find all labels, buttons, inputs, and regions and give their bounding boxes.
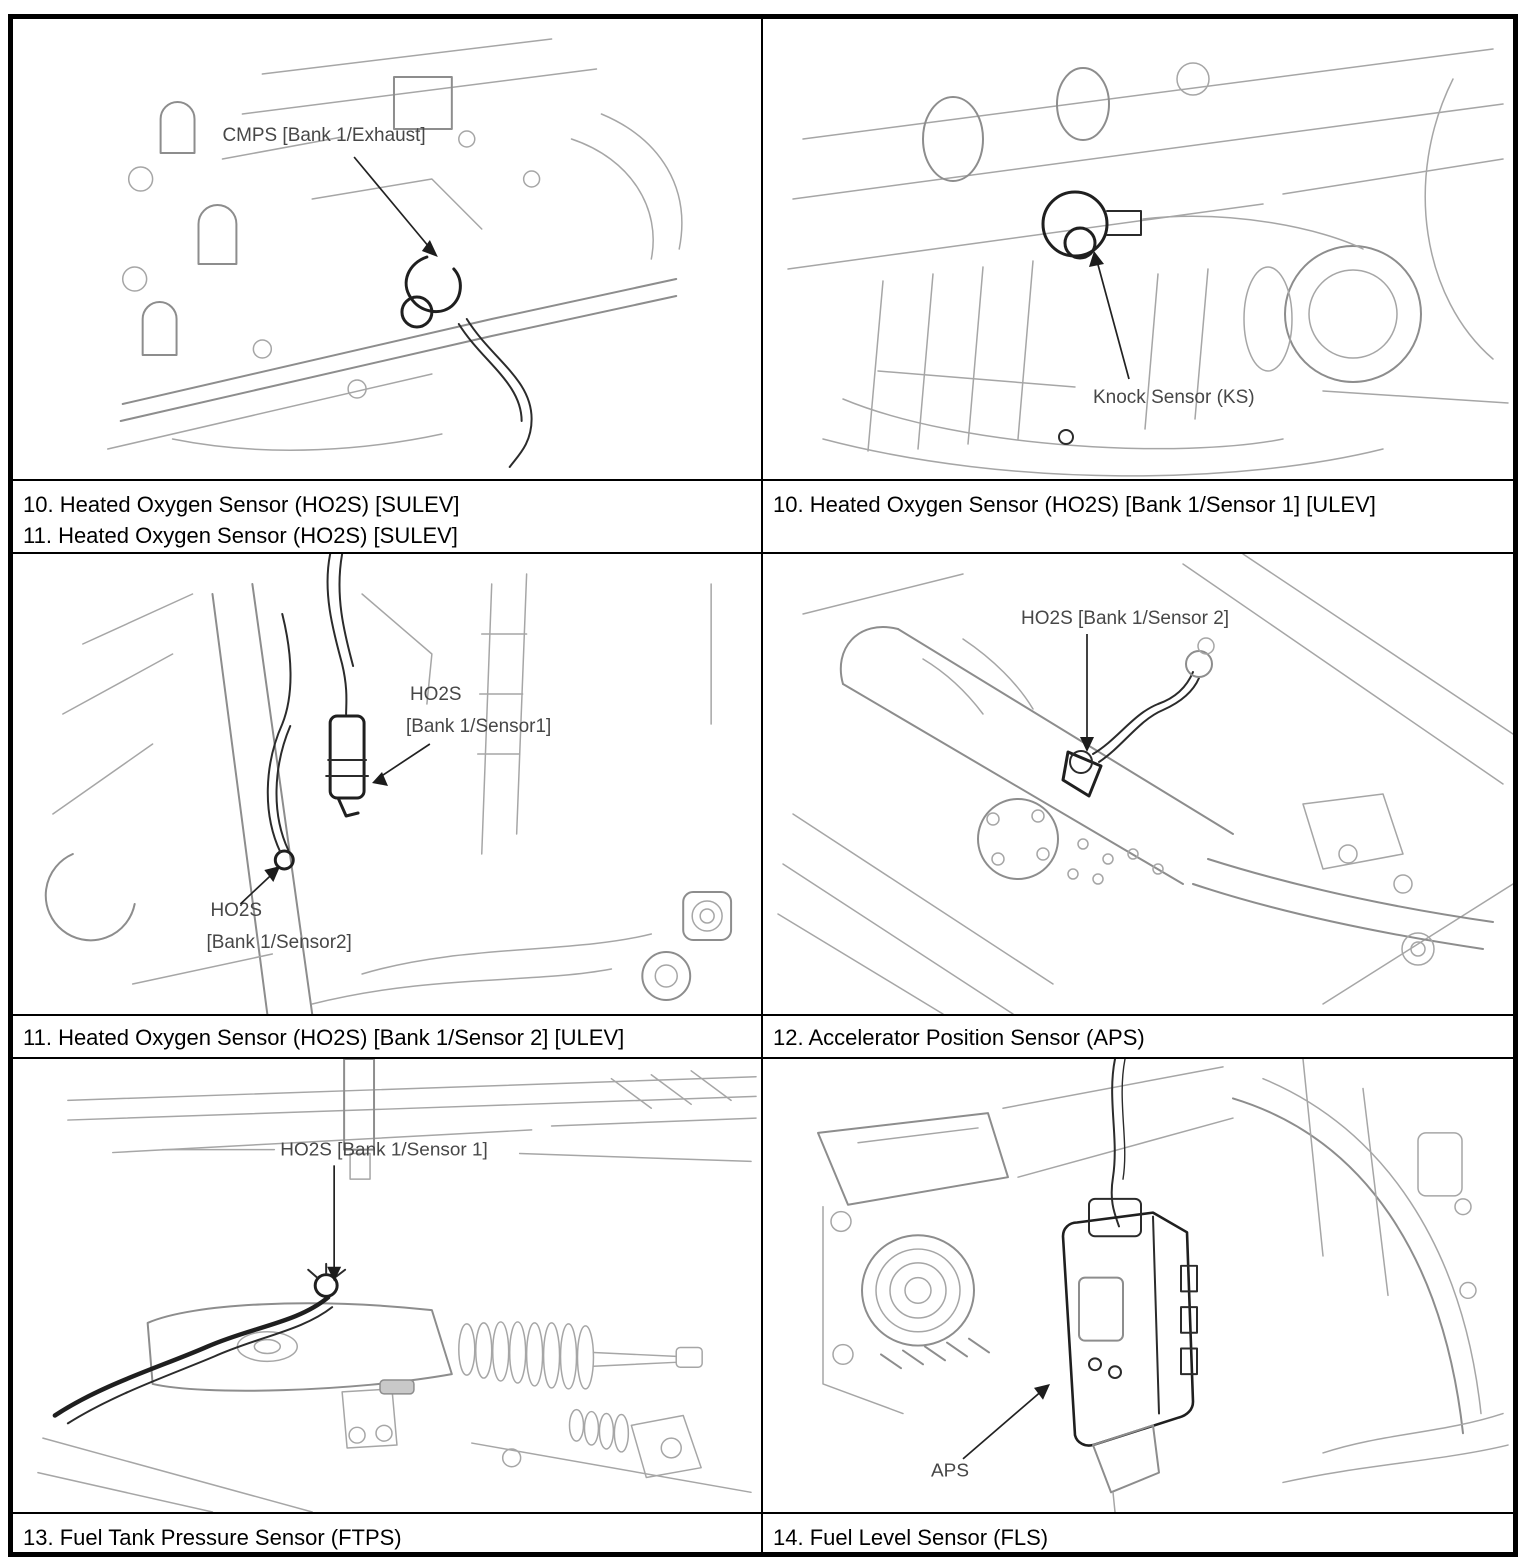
sensor-cable [55,1297,328,1415]
sensor-cable [328,554,347,714]
engine-line [803,49,1493,139]
module-cable [1112,1059,1119,1226]
knock-sensor-highlight [1065,228,1095,258]
hose-line [601,114,681,249]
boot-rib [493,1322,509,1381]
boot-rib [561,1324,577,1389]
rail-line [123,279,677,404]
flange [655,965,677,987]
bolt [700,909,714,923]
wheel-arch [1233,1098,1463,1433]
pipe-line [1208,859,1493,922]
callout-label: Knock Sensor (KS) [1093,387,1255,408]
bolt [661,1438,681,1458]
body-line [1183,564,1503,784]
converter-end [841,627,898,684]
boot-rib [459,1324,475,1375]
body-line [1283,1445,1508,1482]
bracket-plate [818,1113,1008,1205]
bolt [459,131,475,147]
caption-line: 14. Fuel Level Sensor (FLS) [773,1525,1049,1550]
callout-label: HO2S [Bank 1/Sensor 1] [280,1138,488,1160]
bolt [1032,810,1044,822]
body-line [803,574,963,614]
ignition-coil [143,302,177,355]
engine-opening [923,97,983,181]
sensor-cable [1099,678,1199,762]
diagram-cell-fls [763,1057,1513,1512]
bolt [987,813,999,825]
engine-opening [1177,63,1209,95]
bracket [344,1059,374,1150]
caption-aps [763,1014,1513,1057]
body-rail [68,1077,756,1101]
boot-rib [584,1412,598,1445]
sensor-cable [339,554,353,666]
bolt [524,171,540,187]
bolt [503,1449,521,1467]
body-line [1243,554,1513,734]
shield-dot [1078,839,1088,849]
bracket [631,1415,701,1477]
leader-line [354,157,430,248]
cable-clamp [380,1380,414,1394]
bolt [253,340,271,358]
diagram-cell-knock-sensor [763,19,1513,479]
shield-dot [1068,869,1078,879]
module-foot [1113,1492,1115,1512]
hose-line [46,854,135,940]
module-cable [1122,1059,1125,1179]
diagram-cell-ho2s-sulev [13,552,763,1014]
tie-rod [593,1352,676,1366]
sensor-cable [68,1307,332,1423]
body-line [1323,884,1513,1004]
bolt [376,1425,392,1441]
component-location-table [8,14,1518,1557]
harness-line [1143,216,1363,249]
round-connector [876,1249,960,1332]
cmps-sensor-highlight [406,257,460,312]
guide-line [520,1154,751,1162]
body-line [1303,1059,1323,1256]
bolt [1455,1199,1471,1215]
engine-line [793,104,1503,199]
body-rail [552,1118,756,1126]
flange [978,799,1058,879]
cmps-sensor-highlight [402,297,432,327]
rib-line [968,267,983,444]
bolt [692,901,722,931]
bolt [1339,845,1357,863]
converter-line [843,684,1183,884]
bolt [1394,875,1412,893]
round-connector [890,1263,946,1318]
bracket-plate [823,1207,903,1414]
engine-line [262,39,551,74]
sensor-cable [467,319,532,467]
bolt [123,267,147,291]
leader-line [963,1390,1043,1459]
callout-label: [Bank 1/Sensor2] [206,931,352,954]
module-detail [1109,1366,1121,1378]
connector [1186,651,1212,677]
round-connector [862,1235,974,1345]
round-connector [905,1278,931,1304]
caption-ho2s-bank1-sensor2-ulev [13,1014,763,1057]
module-tab [1181,1349,1197,1375]
diagram-cell-ftps [13,1057,763,1512]
callout-label: APS [931,1459,970,1481]
bolt [129,167,153,191]
body-line [783,864,1013,1014]
guide-line [878,371,1075,387]
engine-line [312,179,482,229]
boot-rib [577,1326,593,1389]
bolt [1037,848,1049,860]
boot-rib [544,1323,560,1388]
engine-line [63,654,173,714]
screw [831,1212,851,1232]
sensor-module-highlight [1153,1217,1159,1414]
boot-rib [570,1410,584,1442]
boot-rib [510,1322,526,1383]
engine-line [517,574,527,834]
bolt [349,1427,365,1443]
hose-line [572,139,654,259]
starter-motor [1285,246,1421,382]
module-detail [1079,1278,1123,1341]
cmps-location-diagram [13,19,761,479]
engine-line [788,204,1263,269]
starter-motor [1309,270,1397,358]
diagram-cell-cmps [13,19,763,479]
caption-line: 13. Fuel Tank Pressure Sensor (FTPS) [23,1525,402,1550]
bolt-plate [683,892,731,940]
body-line [1018,1118,1233,1177]
rack-boss [254,1340,280,1354]
body-line [793,814,1053,984]
body-line [1363,1089,1388,1296]
caption-ho2s-bank1-sensor1-ulev [763,479,1513,552]
boot-rib [614,1415,628,1452]
caption-line: 10. Heated Oxygen Sensor (HO2S) [Bank 1/Sensor 1] [ULEV] [773,492,1376,517]
ignition-coil [161,102,195,153]
body-line [43,1438,312,1512]
sensor-cable [277,726,291,850]
sensor-module-highlight [1063,1213,1193,1446]
knock-sensor-highlight [1043,192,1107,256]
body-rail [68,1096,756,1120]
tie-rod-end [676,1348,702,1368]
flange [642,952,690,1000]
bracket [1418,1133,1462,1196]
wheel-arch [1263,1079,1481,1414]
bolt [348,380,366,398]
hatch-marks [611,1071,731,1108]
module-detail [1089,1358,1101,1370]
ignition-coil [199,205,237,264]
rib-line [868,281,883,451]
boot-rib [527,1323,543,1386]
ho2s-exhaust-diagram [763,554,1513,1014]
leader-line [380,744,430,777]
knock-sensor-diagram [763,19,1513,479]
small-part [1059,430,1073,444]
shield-dot [1093,874,1103,884]
ftps-underbody-diagram [13,1059,761,1512]
boot-rib [599,1414,613,1449]
connector [1198,638,1214,654]
engine-line [133,954,273,984]
body-line [1323,1414,1503,1453]
rail-line [108,374,432,449]
engine-line [242,69,596,114]
guide-line [1323,391,1508,403]
caption-line: 11. Heated Oxygen Sensor (HO2S) [SULEV] [23,523,458,548]
sensor-cable [1093,672,1193,754]
engine-line [362,934,651,974]
ho2s-sensor1-highlight [330,716,364,798]
boot-rib [476,1323,492,1378]
callout-label: HO2S [Bank 1/Sensor 2] [1021,608,1230,629]
caption-ftps [13,1512,763,1552]
body-line [38,1473,213,1512]
converter-rib [963,639,1033,709]
fls-aps-module-diagram [763,1059,1513,1512]
callout-label: CMPS [Bank 1/Exhaust] [222,124,426,147]
converter-rib [923,659,983,714]
diagram-cell-ho2s-ulev [763,552,1513,1014]
leader-line [1097,261,1129,379]
bracket-plate [858,1128,978,1143]
rib-line [1018,261,1033,439]
callout-label: HO2S [409,683,462,706]
engine-line [173,434,442,450]
callout-label: [Bank 1/Sensor1] [405,715,552,738]
caption-line: 10. Heated Oxygen Sensor (HO2S) [SULEV] [23,492,460,517]
engine-line [53,744,153,814]
rail-line [121,296,677,421]
arrowhead [1080,737,1094,752]
callout-label: HO2S [210,899,263,922]
ho2s-sensor1-highlight [326,760,368,776]
screw [833,1345,853,1365]
bolt [992,853,1004,865]
engine-line [823,439,1383,476]
caption-line: 11. Heated Oxygen Sensor (HO2S) [Bank 1/Sensor 2] [ULEV] [23,1025,625,1050]
engine-line [312,969,611,1004]
bracket [1303,794,1403,869]
caption-ho2s-sulev [13,479,763,552]
arrowhead [1034,1384,1050,1400]
body-line [778,914,943,1014]
engine-line [83,594,193,644]
bolt [1460,1283,1476,1299]
engine-line [1425,79,1493,359]
engine-opening [1057,68,1109,140]
shield-dot [1103,854,1113,864]
caption-fls [763,1512,1513,1552]
ho2s-engine-diagram [13,554,761,1014]
caption-line: 12. Accelerator Position Sensor (APS) [773,1025,1145,1050]
body-line [472,1443,751,1492]
ho2s-sensor1-highlight [338,798,358,816]
ho2s-sensor-highlight [1063,752,1101,796]
bracket [394,77,452,129]
engine-line [1283,159,1503,194]
converter-line [898,629,1233,834]
